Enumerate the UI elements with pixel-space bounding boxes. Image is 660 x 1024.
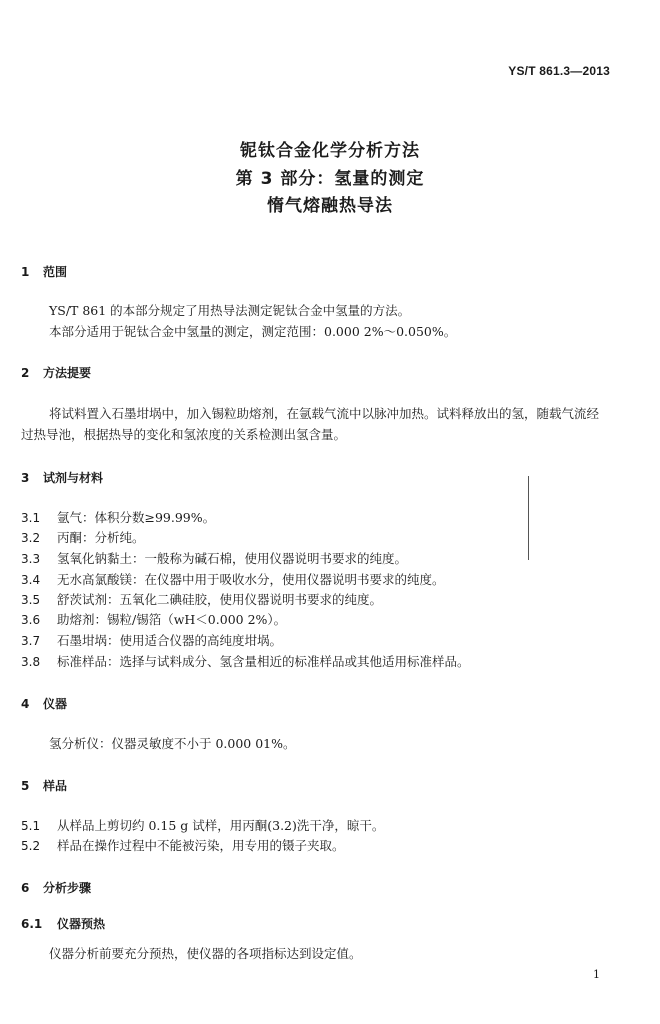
section-title: 样品 xyxy=(43,779,68,793)
document-subtitle: 第 3 部分：氢量的测定 xyxy=(235,169,425,189)
item-number: 3.4 xyxy=(21,573,41,587)
item-number: 3.7 xyxy=(21,634,41,648)
section-heading-reagents xyxy=(21,469,103,486)
subsection-number: 6.1 xyxy=(21,917,43,931)
item-text: 样品在操作过程中不能被污染，用专用的镊子夹取。 xyxy=(57,838,345,853)
item-number: 5.2 xyxy=(21,839,41,853)
item-number: 3.6 xyxy=(21,613,41,627)
item-text: 标准样品：选择与试料成分、氢含量相近的标准样品或其他适用标准样品。 xyxy=(57,654,470,669)
item-text: 无水高氯酸镁：在仪器中用于吸收水分，使用仪器说明书要求的纯度。 xyxy=(57,572,445,587)
section-title: 试剂与材料 xyxy=(43,471,104,485)
list-item xyxy=(21,610,286,628)
item-text: 氢氧化钠黏土：一般称为碱石棉，使用仪器说明书要求的纯度。 xyxy=(57,551,408,566)
section-number: 5 xyxy=(21,779,30,793)
item-number: 5.1 xyxy=(21,819,41,833)
subsection-heading-preheat xyxy=(21,915,105,932)
item-text: 从样品上剪切约 0.15 g 试样，用丙酮(3.2)洗干净，晾干。 xyxy=(57,818,385,833)
item-text: 助熔剂：锡粒/锡箔（wH＜0.000 2%）。 xyxy=(57,612,287,627)
section-heading-samples xyxy=(21,777,67,794)
section-number: 6 xyxy=(21,881,30,895)
section-title: 仪器 xyxy=(43,697,68,711)
document-title: 铌钛合金化学分析方法 xyxy=(240,141,420,161)
list-item xyxy=(21,631,282,649)
section-heading-apparatus xyxy=(21,695,67,712)
section-heading-method-summary xyxy=(21,364,91,381)
list-item xyxy=(21,590,382,608)
item-number: 3.5 xyxy=(21,593,41,607)
apparatus-paragraph: 氢分析仪：仪器灵敏度不小于 0.000 01%。 xyxy=(49,736,296,751)
list-item xyxy=(21,508,215,526)
scope-paragraph-2: 本部分适用于铌钛合金中氢量的测定，测定范围：0.000 2%～0.050%。 xyxy=(49,324,457,339)
list-item xyxy=(21,816,384,834)
section-number: 4 xyxy=(21,697,30,711)
item-text: 舒茨试剂：五氧化二碘硅胶，使用仪器说明书要求的纯度。 xyxy=(57,592,383,607)
list-item xyxy=(21,549,407,567)
item-number: 3.2 xyxy=(21,531,41,545)
item-number: 3.1 xyxy=(21,511,41,525)
page-number: 1 xyxy=(593,968,600,981)
section-title: 分析步骤 xyxy=(43,881,92,895)
section-heading-scope xyxy=(21,263,67,280)
list-item xyxy=(21,528,145,546)
list-item xyxy=(21,836,345,854)
list-item xyxy=(21,570,445,588)
method-summary-paragraph: 将试料置入石墨坩埚中，加入锡粒助熔剂，在氩载气流中以脉冲加热。试料释放出的氢，随载气流经过热导池，根据热导的变化和氢浓度的关系检测出氢含量。 xyxy=(21,406,600,442)
section-title: 方法提要 xyxy=(43,366,92,380)
scope-paragraph-1: YS/T 861 的本部分规定了用热导法测定铌钛合金中氢量的方法。 xyxy=(49,303,411,318)
item-text: 氩气：体积分数≥99.99%。 xyxy=(57,510,216,525)
method-title: 惰气熔融热导法 xyxy=(267,196,393,216)
section-heading-procedure xyxy=(21,879,91,896)
preheat-paragraph: 仪器分析前要充分预热，使仪器的各项指标达到设定值。 xyxy=(49,946,362,961)
section-number: 2 xyxy=(21,366,30,380)
scan-artifact-line xyxy=(528,476,529,560)
standard-number: YS/T 861.3—2013 xyxy=(508,64,610,78)
item-text: 丙酮：分析纯。 xyxy=(57,530,145,545)
item-text: 石墨坩埚：使用适合仪器的高纯度坩埚。 xyxy=(57,633,283,648)
section-title: 范围 xyxy=(43,265,68,279)
subsection-title: 仪器预热 xyxy=(57,917,106,931)
section-number: 1 xyxy=(21,265,30,279)
list-item xyxy=(21,652,470,670)
section-number: 3 xyxy=(21,471,30,485)
item-number: 3.3 xyxy=(21,552,41,566)
item-number: 3.8 xyxy=(21,655,41,669)
